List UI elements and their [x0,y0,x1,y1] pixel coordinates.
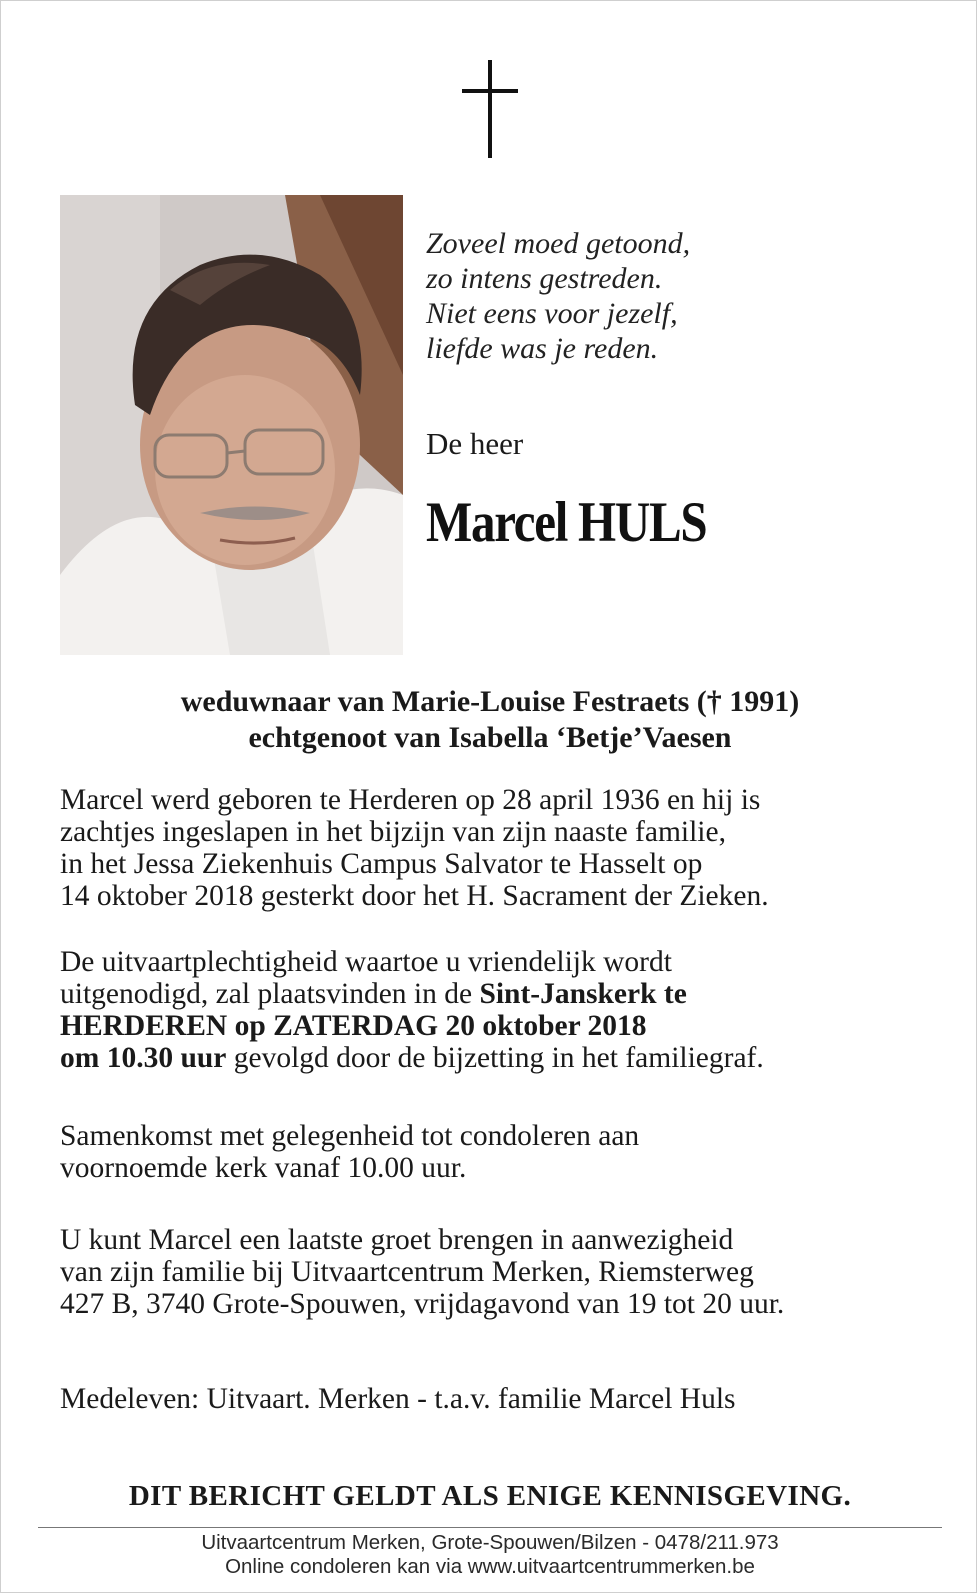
portrait-photo [60,195,403,655]
text-line [60,978,940,1010]
text-line: 427 B, 3740 Grote-Spouwen, vrijdagavond van 19 tot 20 uur. [60,1288,785,1320]
relations [0,684,980,756]
cross-icon [462,60,518,160]
poem-line: liefde was je reden. [426,332,659,365]
footer-line: Uitvaartcentrum Merken, Grote-Spouwen/Bilzen - 0478/211.973 [201,1531,779,1554]
funeral-time: om 10.30 uur [60,1042,227,1074]
notice: DIT BERICHT GELDT ALS ENIGE KENNISGEVING. [128,1480,852,1512]
text-line: U kunt Marcel een laatste groet brengen in aanwezigheid [60,1224,734,1256]
text-line: Samenkomst met gelegenheid tot condoleren aan [60,1120,640,1152]
text-line: Marcel werd geboren te Herderen op 28 april 1936 en hij is [60,784,761,816]
condolence-paragraph [60,1120,940,1184]
footer-line: Online condoleren kan via www.uitvaartcentrummerken.be [225,1555,755,1578]
footer [0,1531,980,1579]
poem-line: Zoveel moed getoond, [426,227,691,260]
text-span: uitgenodigd, zal plaatsvinden in de [60,978,480,1010]
church-name: Sint-Janskerk te [479,978,687,1010]
funeral-paragraph [60,946,940,1074]
honorific: De heer [426,426,524,461]
text-line [60,1042,940,1074]
text-line: van zijn familie bij Uitvaartcentrum Merken, Riemsterweg [60,1256,754,1288]
text-line: 14 oktober 2018 gesterkt door het H. Sacrament der Zieken. [60,880,769,912]
relation-line: echtgenoot van Isabella ‘Betje’Vaesen [248,721,732,754]
divider [38,1527,942,1528]
relation-line: weduwnaar van Marie-Louise Festraets († 1991) [180,685,800,718]
text-line: voornoemde kerk vanaf 10.00 uur. [60,1152,467,1184]
birth-death-paragraph [60,784,940,912]
deceased-name: Marcel HULS [426,491,707,554]
visitation-paragraph [60,1224,940,1320]
text-line: Medeleven: Uitvaart. Merken - t.a.v. familie Marcel Huls [60,1383,736,1415]
poem-line: Niet eens voor jezelf, [426,297,678,330]
funeral-date: HERDEREN op ZATERDAG 20 oktober 2018 [60,1010,647,1042]
medeleven [60,1383,940,1415]
text-line: zachtjes ingeslapen in het bijzijn van zijn naaste familie, [60,816,726,848]
text-span: gevolgd door de bijzetting in het familiegraf. [226,1042,764,1074]
poem [426,226,926,366]
text-line: in het Jessa Ziekenhuis Campus Salvator te Hasselt op [60,848,703,880]
poem-line: zo intens gestreden. [426,262,663,295]
text-line: De uitvaartplechtigheid waartoe u vriendelijk wordt [60,946,672,978]
